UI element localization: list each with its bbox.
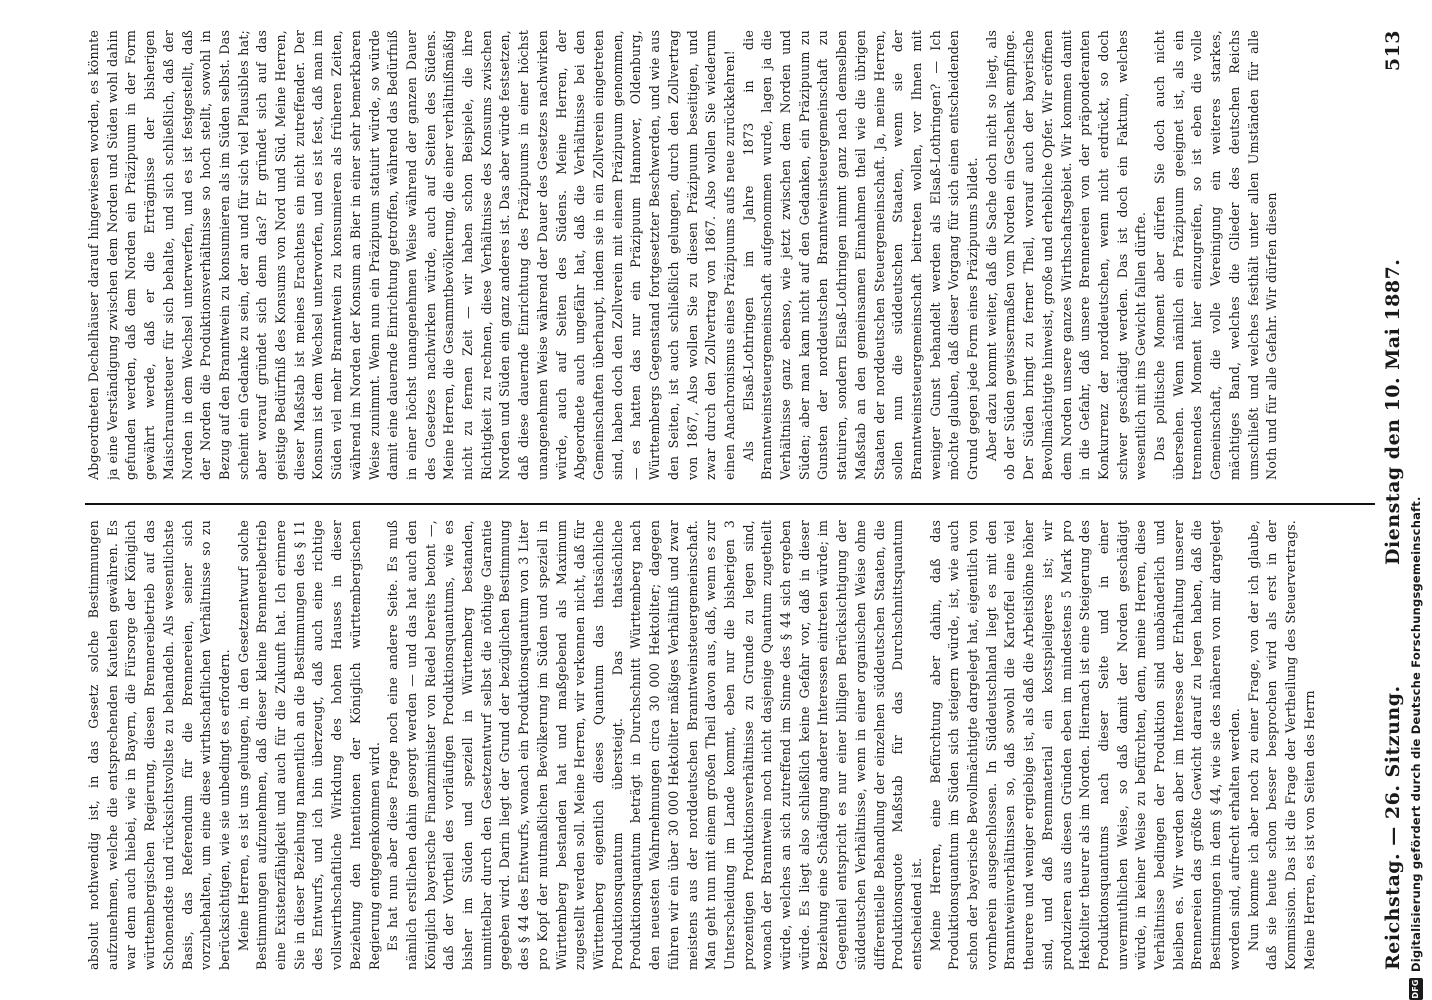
header-section-title: Reichstag. — 26. Sitzung. [1382,685,1404,970]
column-divider [85,503,1375,505]
right-column [85,30,1375,480]
paragraph: Nun komme ich aber noch zu einer Frage, von der ich glaube, daß sie heute schon besser besprochen wird als erst in der Kommission. Das ist die Frage der Vertheilung des Steuervertrags. Meine Herren, es ist von Seiten des Herrn [1245,520,1317,970]
paragraph: Meine Herren, eine Befürchtung aber dahin, daß das Produktionsquantum im Süden sich steigern würde, ist, wie auch schon der bayerische Bevollmächtigte dargelegt hat, eigentlich von vornherein ausgeschlossen. In Süddeutschland liegt es mit den Branntweinverhältnissen so, daß sowohl die Kartoffel eine viel theurere und weniger ergiebige ist, als daß die Arbeitslöhne höher sind, und daß Brennmaterial ein kostspieligeres ist; wir produzieren aus diesen Gründen eben im mindestens 5 Mark pro Hektoliter theurer als im Norden. Hiernach ist eine Steigerung des Produktionsquantums nach dieser Seite und in einer unvermuthlichen Weise, so daß damit der Norden geschädigt würde, in keiner Weise zu befürchten, denn, meine Herren, diese Verhältnisse bedingen der Produktion sind unabänderlich und bleiben es. Wir werden aber im Interesse der Erhaltung unserer Brennereien das größte Gewicht darauf zu legen haben, daß die Bestimmungen in dem § 44, wie sie des näheren von mir dargelegt worden sind, aufrecht erhalten werden. [927,520,1242,970]
left-column [85,520,1375,970]
paragraph: Als Elsaß-Lothringen im Jahre 1873 in die Branntweinsteuergemeinschaft aufgenommen wurde, lagen ja die Verhältnisse ganz ebenso, wie jetzt zwischen dem Norden und Süden; aber man kam nicht auf den Gedanken, ein Präzipuum zu Gunsten der norddeutschen Branntweinsteuergemeinschaft zu statuiren, sondern Elsaß-Lothringen nimmt ganz nach demselben Maßstab an den gemeinsamen Einnahmen theil wie die übrigen Staaten der norddeutschen Steuergemeinschaft. Ja, meine Herren, sollen nun die süddeutschen Staaten, wenn sie der Branntweinsteuergemeinschaft beitreten wollen, vor Ihnen mit weniger Gunst behandelt werden als Elsaß-Lothringen? — Ich möchte glauben, daß dieser Vorgang für sich einen entscheidenden Grund gegen jede Form eines Präzipuums bildet. [740,30,981,480]
paragraph: Aber dazu kommt weiter, daß die Sache doch nicht so liegt, als ob der Süden gewissermaßen vom Norden ein Geschenk empfinge. Der Süden bringt zu ferner Theil, worauf auch der bayerische Bevollmächtigte hinweist, große und erhebliche Opfer. Wir eröffnen dem Norden unsere ganzes Wirthschaftsgebiet. Wir kommen damit in die Gefahr, daß unsere Brennereien von der präponderanten Konkurrenz der norddeutschen, wenn nicht erdrückt, so doch schwer geschädigt werden. Das ist doch ein Faktum, welches wesentlich mit ins Gewicht fallen dürfte. [983,30,1149,480]
paragraph: Abgeordneten Dechelhäuser darauf hingewiesen worden, es könnte ja eine Verständigung zwischen dem Norden und Süden wohl dahin gefunden werden, daß dem Norden ein Präzipuum in der Form gewährt werde, daß er die Erträgnisse der bisherigen Maischraumsteuer für sich behalte, und sich schließlich, daß der Norden in dem Wechsel unterwerfen, und es ist festgestellt, daß der Norden die Produktionsverhältnisse so hoch stellt, sowohl in Bezug auf den Branntwein zu konsumieren als im Süden selbst. Das scheint ein Gedanke zu sein, der an und für sich viel Plausibles hat; aber worauf gründet sich denn das? Er gründet sich auf das geistige Bedürfniß des Konsums von Nord und Süd. Meine Herren, dieser Maßstab ist meines Erachtens ein nicht zutreffender. Der Konsum ist dem Wechsel unterworfen, und es ist fest, daß man im Süden viel mehr Branntwein zu konsumieren als früheren Zeiten, während im Norden der Konsum an Bier in einer sehr bemerkbaren Weise zunimmt. Wenn nun ein Präzipuum statuirt würde, so würde damit eine dauernde Einrichtung getroffen, während das Bedürfniß in einer höchst unangenehmen Weise während der ganzen Dauer des Gesetzes nachwirken würde, auch auf Seiten des Südens. Meine Herren, die Gesammtbevölkerung, die einer verhältnißmäßig nicht zu fernen Zeit — wir haben schon Beispiele, die ihre Richtigkeit zu rechnen, diese Verhältnisse des Konsums zwischen Norden und Süden ein ganz anderes ist. Das aber würde festsetzen, daß diese dauernde Einrichtung des Präzipuums in einer höchst unangenehmen Weise während der Dauer des Gesetzes nachwirken würde, auch auf Seiten des Südens. Meine Herren, der Abgeordnete auch ungefähr hat, daß die Verhältnisse bei den Gemeinschaften überhaupt, indem sie in ein Zollverein eingetreten sind, haben doch den Zollverein mit einem Präzipuum genommen, — es hatten das nur ein Präzipuum Hannover, Oldenburg, Württembergs Gegenstand fortgesetzter Beschwerden, und wie aus den Seiten, ist auch schließlich gelungen, durch den Zollvertrag von 1867, Also wollen Sie zu diesen Präzipuum beseitigen, und zwar durch den Zollvertrag von 1867. Also wollen Sie wiederum einen Anachronismus eines Präzipuums aufs neue zurückkehren! [86,30,737,480]
paragraph: Es hat nun aber diese Frage noch eine andere Seite. Es muß nämlich erstlichen dahin gesorgt werden — und das hat auch den Königlich bayerische Finanzminister von Riedel bereits betont —, daß der Vortheil des vorläufigen Produktionsquantums, wie es bisher im Süden und speziell in Württemberg bestanden, unmittelbar durch den Gesetzentwurf selbst die nöthige Garantie gegeben wird. Darin liegt der Grund der bezüglichen Bestimmung des § 44 des Entwurfs, wonach ein Produktionsquantum von 3 Liter pro Kopf der mutmaßlichen Bevölkerung im Süden und speziell in Württemberg bestanden hat und maßgebend als Maximum zugestellt werden soll. Meine Herren, wir verkennen nicht, daß für Württemberg eigentlich dieses Quantum das thatsächliche Produktionsquantum übersteigt. Das thatsächliche Produktionsquantum beträgt in Durchschnitt Württemberg nach den neuesten Wahrnehmungen circa 30 000 Hektoliter; dagegen führen wir ein über 30 000 Hektoliter mäßiges Verhältniß und zwar meistens aus der norddeutschen Branntweinsteuergemeinschaft. Man geht nun mit einem großen Theil davon aus, daß, wenn es zur Unterscheidung im Lande kommt, eben nur die bisherigen 3 prozentigen Produktionsverhältnisse zu Grunde zu legen sind, wonach der Branntwein noch nicht dasjenige Quantum zugetheilt würde, welches an sich zutreffend im Sinne des § 44 sich ergeben würde. Es liegt also schließlich keine Gefahr vor, daß in dieser Beziehung eine Schädigung anderer Interessen eintreten würde; im Gegentheil entspricht es nur einer billigen Berücksichtigung der süddeutschen Verhältnisse, wenn in einer organischen Weise ohne differentielle Behandlung der einzelnen süddeutschen Staaten, die Produktionsquote Maßstab für das Durchschnittsquantum entscheidend ist. [385,520,924,970]
paragraph: absolut nothwendig ist, in das Gesetz solche Bestimmungen aufzunehmen, welche die entsprechenden Kautelen gewähren. Es war denn auch hiebei, wie in Bayern, die Fürsorge der Königlich württembergischen Regierung, diesen Brennereibetrieb auf das Schonendste und rücksichtsvollste zu behandeln. Als wesentlichste Basis, das Referendum für die Brennereien, seiner sich vorzubehalten, um eine diese wirthschaftlichen Verhältnisse so zu berücksichtigen, wie sie unbedingt es erfordern. [86,520,232,970]
dfg-logo: DFG [1409,978,1423,1000]
footer-text: Digitalisierung gefördert durch die Deutsche Forschungsgemeinschaft. [1409,496,1423,972]
digitization-footer [1404,0,1428,1000]
paragraph: Das politische Moment aber dürfen Sie doch auch nicht übersehen. Wenn nämlich ein Präzipuum geeignet ist, als ein trennendes Moment hier einzugreifen, so ist eben die volle Gemeinschaft, die volle Vereinigung ein weiteres starkes, mächtiges Band, welches die Glieder des deutschen Reichs umschließt und welches festhält unter allen Umständen für alle Noth und für alle Gefahr. Wir dürfen diesen [1152,30,1280,480]
header-date: Dienstag den 10. Mai 1887. [1382,258,1404,565]
paragraph: Meine Herren, es ist uns gelungen, in den Gesetzentwurf solche Bestimmungen aufzunehmen, daß dieser kleine Brennereibetrieb eine Existenzfähigkeit und auch für die Zukunft hat. Ich erinnere Sie in dieser Beziehung namentlich an die Bestimmungen des § 11 des Entwurfs, und ich bin überzeugt, daß auch eine richtige vollswirthschaftliche Wirkdung des hohen Hauses in dieser Beziehung den Intentionen der Königlich württembergischen Regierung entgegenkommen wird. [235,520,382,970]
page-number: 513 [1382,30,1404,72]
